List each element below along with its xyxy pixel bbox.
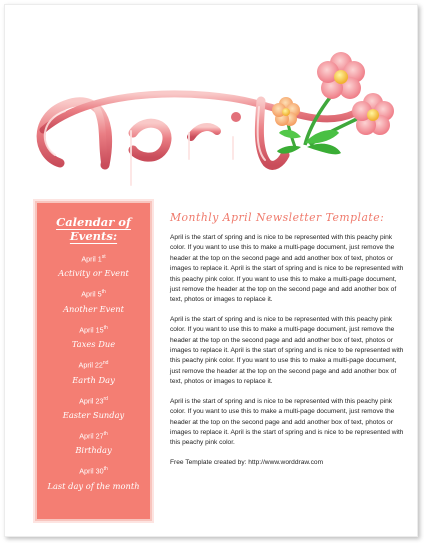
event-date: April 27th bbox=[79, 430, 108, 441]
event-date: April 30th bbox=[79, 466, 108, 476]
event-name: Birthday bbox=[75, 445, 112, 456]
header-art bbox=[5, 5, 418, 195]
event-name: Activity or Event bbox=[58, 268, 129, 279]
event-name: Earth Day bbox=[72, 374, 115, 385]
event-date: April 23rd bbox=[79, 395, 108, 405]
event-name: Last day of the month bbox=[47, 480, 140, 491]
event-name: Taxes Due bbox=[71, 339, 116, 350]
body-paragraph: April is the start of spring and is nice to be represented with this peachy pink color. If you want to use this to make a multi-page document, just remove the header at the top on the second page and add another box of text, photos or images to replace it. April is the start of spring and is nice to be represented with this peachy pink color. If you want to use this to make a multi-page document, just remove the header at the top on the second page and add another box of text, photos or images to replace it. bbox=[170, 315, 404, 386]
calendar-title: Calendar of Events: bbox=[56, 215, 131, 243]
event-date: April 22nd bbox=[78, 360, 109, 370]
calendar-sidebar bbox=[35, 201, 152, 521]
event-name: Another Event bbox=[63, 303, 124, 314]
events-list bbox=[37, 253, 150, 491]
template-credit: Free Template created by: http://www.worddraw.com bbox=[170, 458, 324, 466]
flower-illustration bbox=[272, 52, 394, 154]
newsletter-title: Monthly April Newsletter Template: bbox=[170, 211, 385, 224]
newsletter-content bbox=[170, 211, 406, 466]
event-date: April 15th bbox=[79, 324, 108, 335]
event-date: April 5th bbox=[81, 289, 106, 299]
event-name: Easter Sunday bbox=[62, 409, 125, 420]
body-paragraph: April is the start of spring and is nice to be represented with this peachy pink color. If you want to use this to make a multi-page document, just remove the header at the top on the second page and add another box of text, photos or images to replace it. April is the start of spring and is nice to be represented with this peachy pink color. bbox=[170, 397, 404, 447]
body-paragraph: April is the start of spring and is nice to be represented with this peachy pink color. If you want to use this to make a multi-page document, just remove the header at the top on the second page and add another box of text, photos or images to replace it. April is the start of spring and is nice to be represented with this peachy pink color. If you want to use this to make a multi-page document, just remove the header at the top on the second page and add another box of text, photos or images to replace it. bbox=[170, 234, 404, 304]
event-date: April 1st bbox=[81, 254, 106, 264]
newsletter-page bbox=[4, 4, 418, 537]
